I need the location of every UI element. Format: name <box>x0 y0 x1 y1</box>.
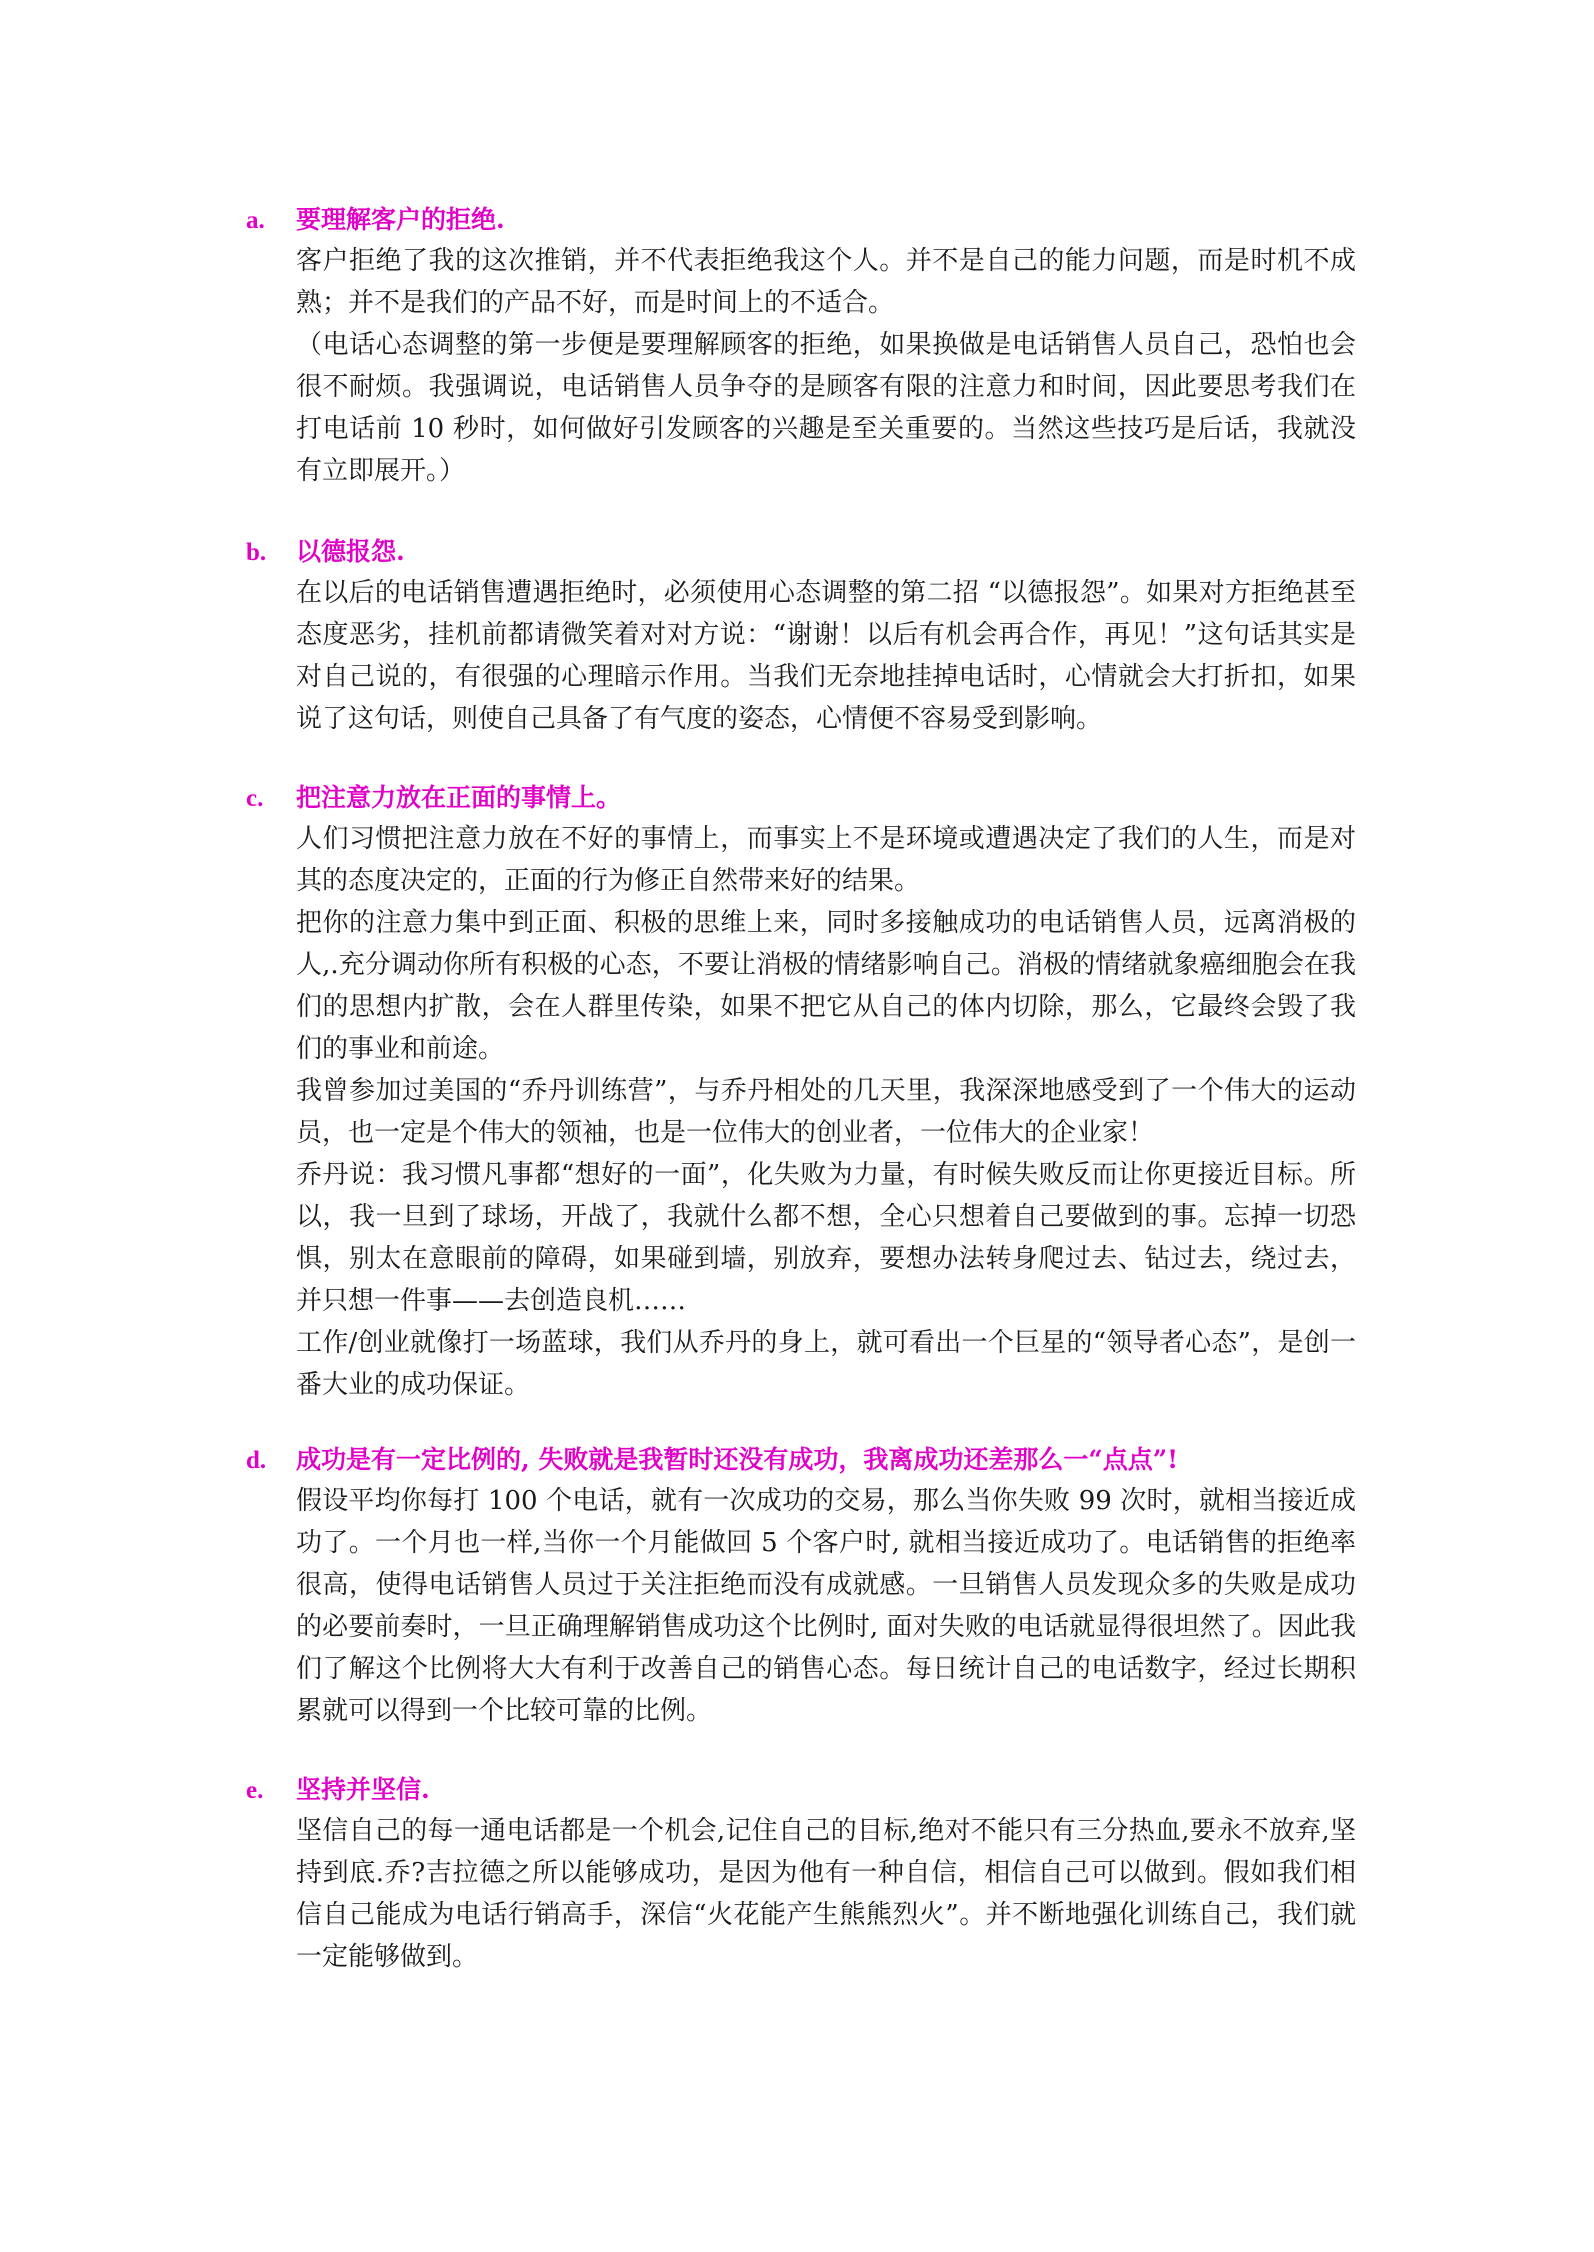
section-a <box>246 200 1366 492</box>
section-marker: a. <box>246 207 265 234</box>
paragraph: 客户拒绝了我的这次推销，并不代表拒绝我这个人。并不是自己的能力问题，而是时机不成熟；并不是我们的产品不好，而是时间上的不适合。 <box>296 246 1356 318</box>
paragraph: 在以后的电话销售遭遇拒绝时，必须使用心态调整的第二招 “以德报怨”。如果对方拒绝甚至态度恶劣，挂机前都请微笑着对对方说：“谢谢！以后有机会再合作，再见！”这句话其实是对自己说的，有很强的心理暗示作用。当我们无奈地挂掉电话时，心情就会大打折扣，如果说了这句话，则使自己具备了有气度的姿态，心情便不容易受到影响。 <box>296 578 1356 734</box>
paragraph: 坚信自己的每一通电话都是一个机会,记住自己的目标,绝对不能只有三分热血,要永不放弃,坚持到底.乔?吉拉德之所以能够成功，是因为他有一种自信，相信自己可以做到。假如我们相信自己能成为电话行销高手，深信“火花能产生熊熊烈火”。并不断地强化训练自己，我们就一定能够做到。 <box>296 1816 1356 1972</box>
section-marker: b. <box>246 539 267 566</box>
paragraph: 把你的注意力集中到正面、积极的思维上来，同时多接触成功的电话销售人员，远离消极的人,.充分调动你所有积极的心态，不要让消极的情绪影响自己。消极的情绪就象癌细胞会在我们的思想内扩散，会在人群里传染，如果不把它从自己的体内切除，那么，它最终会毁了我们的事业和前途。 <box>296 908 1356 1064</box>
section-title: 要理解客户的拒绝. <box>296 205 505 234</box>
section-marker: c. <box>246 785 264 812</box>
section-heading <box>246 532 1366 572</box>
section-title: 坚持并坚信. <box>296 1775 430 1804</box>
section-e <box>246 1770 1366 1978</box>
section-title: 以德报怨. <box>296 537 405 566</box>
section-title: 成功是有一定比例的, 失败就是我暂时还没有成功，我离成功还差那么一“点点”! <box>296 1445 1179 1474</box>
section-heading <box>246 200 1366 240</box>
section-d <box>246 1440 1366 1732</box>
section-body <box>296 572 1356 740</box>
section-heading <box>246 1770 1366 1810</box>
section-b <box>246 532 1366 740</box>
section-heading <box>246 778 1366 818</box>
paragraph: 假设平均你每打 100 个电话，就有一次成功的交易，那么当你失败 99 次时，就相当接近成功了。一个月也一样,当你一个月能做回 5 个客户时, 就相当接近成功了。电话销售的拒绝率很高，使得电话销售人员过于关注拒绝而没有成就感。一旦销售人员发现众多的失败是成功的必要前奏时，一旦正确理解销售成功这个比例时, 面对失败的电话就显得很坦然了。因此我们了解这个比例将大大有利于改善自己的销售心态。每日统计自己的电话数字，经过长期积累就可以得到一个比较可靠的比例。 <box>296 1486 1356 1726</box>
section-body <box>296 818 1356 1406</box>
paragraph: 我曾参加过美国的“乔丹训练营”，与乔丹相处的几天里，我深深地感受到了一个伟大的运动员，也一定是个伟大的领袖，也是一位伟大的创业者，一位伟大的企业家！ <box>296 1076 1356 1148</box>
section-body <box>296 1810 1356 1978</box>
section-body <box>296 240 1356 492</box>
section-marker: d. <box>246 1447 267 1474</box>
paragraph: 人们习惯把注意力放在不好的事情上，而事实上不是环境或遭遇决定了我们的人生，而是对其的态度决定的，正面的行为修正自然带来好的结果。 <box>296 824 1356 896</box>
section-heading <box>246 1440 1366 1480</box>
section-title: 把注意力放在正面的事情上。 <box>296 783 622 812</box>
paragraph: 乔丹说：我习惯凡事都“想好的一面”，化失败为力量，有时候失败反而让你更接近目标。所以，我一旦到了球场，开战了，我就什么都不想，全心只想着自己要做到的事。忘掉一切恐惧，别太在意眼前的障碍，如果碰到墙，别放弃，要想办法转身爬过去、钻过去，绕过去，并只想一件事——去创造良机…… <box>296 1160 1356 1316</box>
section-c <box>246 778 1366 1406</box>
paragraph: （电话心态调整的第一步便是要理解顾客的拒绝，如果换做是电话销售人员自己，恐怕也会很不耐烦。我强调说，电话销售人员争夺的是顾客有限的注意力和时间，因此要思考我们在打电话前 10 秒时，如何做好引发顾客的兴趣是至关重要的。当然这些技巧是后话，我就没有立即展开。） <box>296 330 1356 486</box>
section-body <box>296 1480 1356 1732</box>
paragraph: 工作/创业就像打一场蓝球，我们从乔丹的身上，就可看出一个巨星的“领导者心态”，是创一番大业的成功保证。 <box>296 1328 1356 1400</box>
section-marker: e. <box>246 1777 264 1804</box>
